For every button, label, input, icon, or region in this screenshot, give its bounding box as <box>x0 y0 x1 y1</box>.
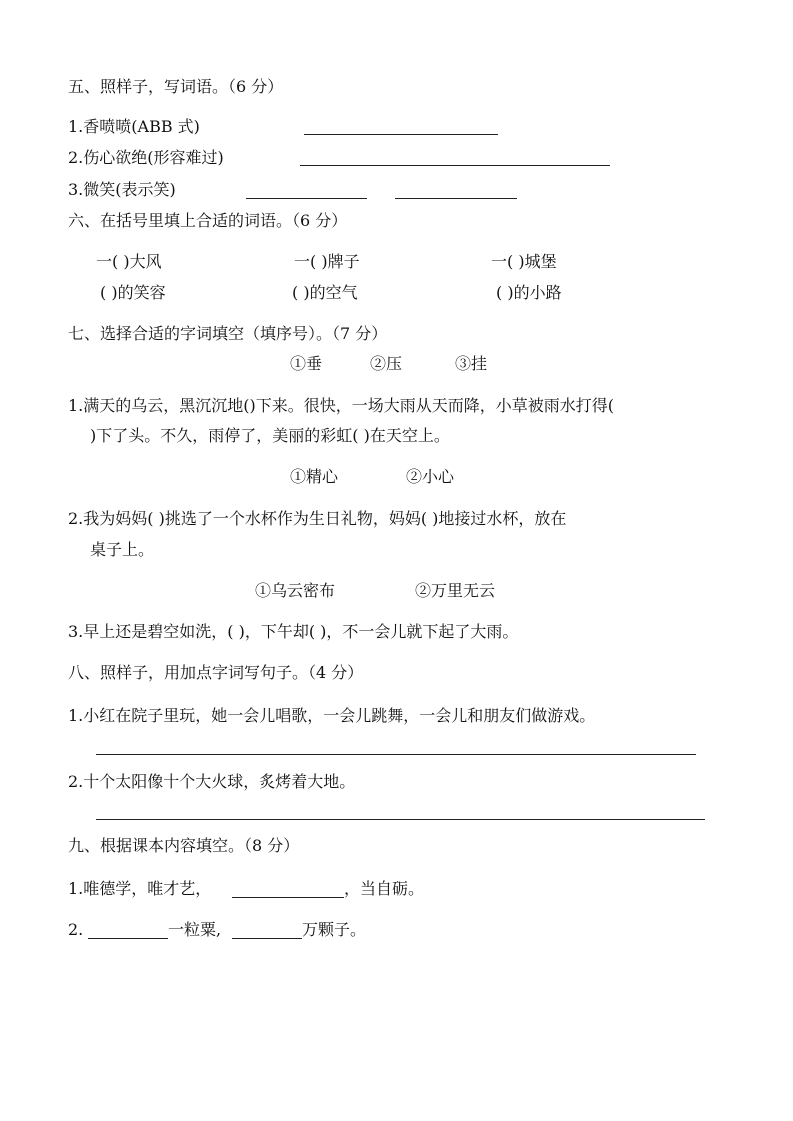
question-line: 2.我为妈妈( )挑选了一个水杯作为生日礼物，妈妈( )地接过水杯，放在 <box>68 509 567 528</box>
section-5-question-2: 2.伤心欲绝(形容难过) <box>68 148 224 167</box>
example-sentence: 1.小红在院子里玩，她一会儿唱歌，一会儿跳舞，一会儿和朋友们做游戏。 <box>68 706 596 725</box>
fill-item: ( )的笑容 <box>100 283 166 302</box>
section-6-heading: 六、在括号里填上合适的词语。（6 分） <box>68 211 348 230</box>
question-line: 1.满天的乌云，黑沉沉地()下来。很快，一场大雨从天而降，小草被雨水打得( <box>68 396 614 415</box>
answer-blank[interactable] <box>304 134 498 135</box>
answer-blank[interactable] <box>232 897 344 898</box>
fill-item: ( )的空气 <box>292 283 358 302</box>
fill-item: 一( )大风 <box>96 252 162 271</box>
answer-line[interactable] <box>96 819 705 820</box>
option: ②万里无云 <box>415 581 496 600</box>
section-5-heading: 五、照样子，写词语。（6 分） <box>68 77 284 96</box>
section-5-question-1: 1.香喷喷(ABB 式) <box>68 117 200 136</box>
question-text: 1.唯德学，唯才艺， <box>68 879 212 898</box>
section-7-heading: 七、选择合适的字词填空（填序号）。（7 分） <box>68 324 388 343</box>
option: ③挂 <box>455 354 488 373</box>
fill-item: ( )的小路 <box>496 283 562 302</box>
fill-item: 一( )牌子 <box>294 252 360 271</box>
answer-blank[interactable] <box>300 165 610 166</box>
question-text: 万颗子。 <box>302 920 367 939</box>
section-9-heading: 九、根据课本内容填空。（8 分） <box>68 836 300 855</box>
option: ②压 <box>370 354 403 373</box>
answer-blank[interactable] <box>232 938 302 939</box>
option: ①垂 <box>290 354 323 373</box>
example-sentence: 2.十个太阳像十个大火球，炙烤着大地。 <box>68 772 356 791</box>
option: ②小心 <box>406 467 455 486</box>
answer-blank[interactable] <box>246 198 367 199</box>
answer-blank[interactable] <box>88 938 168 939</box>
option: ①精心 <box>290 467 339 486</box>
section-5-question-3: 3.微笑(表示笑) <box>68 180 176 199</box>
section-8-heading: 八、照样子，用加点字词写句子。（4 分） <box>68 663 364 682</box>
question-text: 2. <box>68 920 84 939</box>
answer-line[interactable] <box>96 754 696 755</box>
question-text: ，当自砺。 <box>344 879 425 898</box>
answer-blank[interactable] <box>395 198 517 199</box>
question-text: 一粒粟, <box>168 920 222 939</box>
option: ①乌云密布 <box>255 581 336 600</box>
question-line: )下了头。不久，雨停了，美丽的彩虹( )在天空上。 <box>90 426 450 445</box>
question-line: 桌子上。 <box>90 540 155 559</box>
fill-item: 一( )城堡 <box>491 252 557 271</box>
question-line: 3.早上还是碧空如洗，( )，下午却( )，不一会儿就下起了大雨。 <box>68 622 519 641</box>
